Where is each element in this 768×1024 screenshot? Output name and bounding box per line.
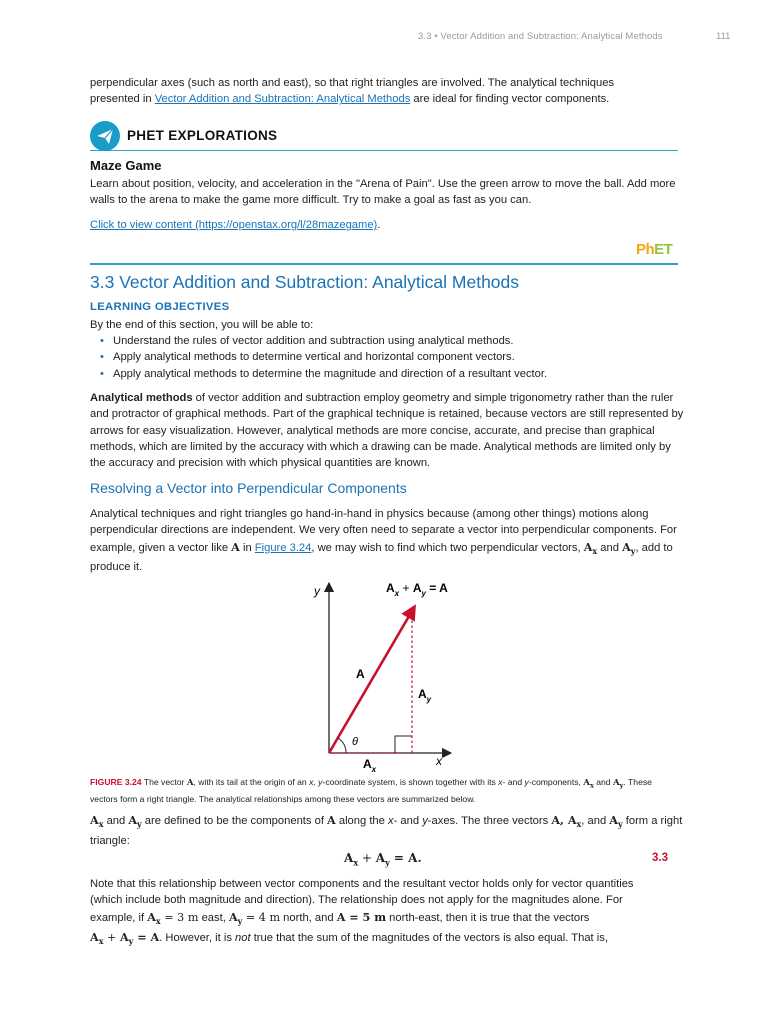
running-header-title: 3.3 • Vector Addition and Subtraction: Analytical Methods <box>418 31 663 42</box>
intro-link[interactable]: Vector Addition and Subtraction: Analytical Methods <box>154 93 411 106</box>
components-paragraph: $A_x$ and $A_y$ are defined to be the components of A along the x- and y-axes. The three vectors A, $A_x$, and $A_y$ form a right triangle: <box>90 813 683 847</box>
right-angle-marker <box>395 736 412 753</box>
section-title: 3.3 Vector Addition and Subtraction: Analytical Methods <box>90 272 520 292</box>
vector-A-label: A <box>356 667 365 681</box>
intro-line-2: presented in Vector Addition and Subtraction: Analytical Methods are ideal for finding vector components. <box>90 93 610 106</box>
equation-number: 3.3 <box>652 852 668 864</box>
x-axis-label: x <box>436 754 442 768</box>
phet-logo[interactable]: PhET <box>636 241 673 258</box>
list-item: • Understand the rules of vector addition and subtraction using analytical methods. <box>100 333 680 349</box>
learning-objectives-list <box>100 333 680 382</box>
learning-objectives-heading: LEARNING OBJECTIVES <box>90 301 230 313</box>
subsection-heading: Resolving a Vector into Perpendicular Components <box>90 480 407 496</box>
analytical-methods-paragraph: Analytical methods of vector addition and subtraction employ geometry and simple trigonometry rather than the ruler and protractor of graphical methods. Part of the graphical technique is retained, because vectors are still represented by arrows for easy visualization. However, analytical methods are more concise, accurate, and precise than graphical methods, which are limited by the accuracy with which a drawing can be made. Analytical methods are limited only by the accuracy and precision with which physical quantities are known. <box>90 392 684 470</box>
list-item: • Apply analytical methods to determine vertical and horizontal component vectors. <box>100 349 680 365</box>
maze-game-link-line: Click to view content (https://openstax.org/l/28mazegame). <box>90 219 381 231</box>
resolving-paragraph: Analytical techniques and right triangles go hand-in-hand in physics because (among other things) motions along perpendicular directions are independent. We very often need to separate a vector into perpendicular components. For example, given a vector like A in Figure 3.24, we may wish to find which two perpendicular vectors, $A_x$ and $A_y$, add to produce it. <box>90 508 677 574</box>
Ay-label: $A_y$ <box>418 687 432 704</box>
figure-caption: FIGURE 3.24 The vector A, with its tail at the origin of an x, y-coordinate system, is shown together with its x- and y-components, $A_x$ and $A_y$. These vectors form a right triangle. The analytical relationships among these vectors are summarized below. <box>90 777 652 805</box>
figure-top-equation: $A_x + A_y = A$ <box>386 581 448 598</box>
angle-arc <box>338 738 346 753</box>
resultant-vector <box>329 611 412 753</box>
note-paragraph: Note that this relationship between vector components and the resultant vector holds only for vector quantities (which include both magnitude and direction). The relationship does not apply for the magnitudes alone. For example, if $A_x = 3$ m east, $A_y = 4$ m north, and A = 5 m north-east, then it is true that the vectors $A_x + A_y = A$. However, it is not true that the sum of the magnitudes of the vectors is also equal. That is, <box>90 878 634 947</box>
phet-explorations-heading: PHET EXPLORATIONS <box>127 128 278 143</box>
vector-diagram <box>300 575 480 775</box>
maze-game-link[interactable]: Click to view content (https://openstax.org/l/28mazegame) <box>90 219 378 231</box>
theta-label: θ <box>352 736 358 748</box>
y-axis-label: y <box>314 584 320 598</box>
list-item: • Apply analytical methods to determine the magnitude and direction of a resultant vector. <box>100 366 680 382</box>
figure-link[interactable]: Figure 3.24 <box>254 541 312 554</box>
maze-game-title: Maze Game <box>90 158 162 173</box>
intro-line-1: perpendicular axes (such as north and east), so that right triangles are involved. The analytical techniques <box>90 77 615 89</box>
section-divider <box>90 263 678 265</box>
paper-plane-icon <box>90 121 120 151</box>
equation-3-3: $A_x + A_y = A$. <box>344 851 422 868</box>
learning-objectives-intro: By the end of this section, you will be able to: <box>90 319 314 331</box>
page-number: 111 <box>716 31 731 42</box>
maze-game-description: Learn about position, velocity, and acceleration in the "Arena of Pain". Use the green arrow to move the ball. Add more walls to the arena to make the game more difficult. Try to make a goal as fast as you can. <box>90 178 676 207</box>
intro-paragraph <box>90 75 685 108</box>
Ax-label: $A_x$ <box>363 757 377 774</box>
